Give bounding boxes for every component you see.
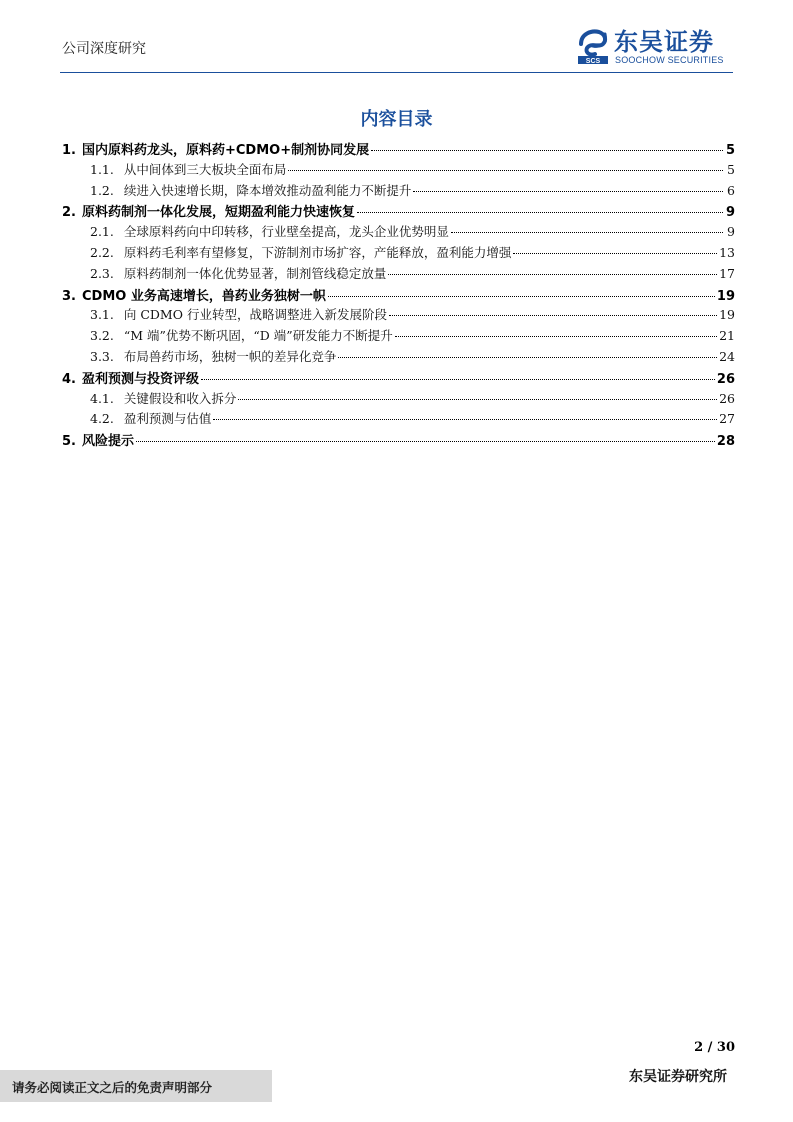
toc-dot-leader: [413, 191, 723, 192]
toc-dot-leader: [213, 419, 717, 420]
logo-english-name: SOOCHOW SECURITIES: [615, 55, 724, 65]
toc-entry[interactable]: [62, 389, 735, 410]
page-indicator: 2 / 30: [694, 1040, 735, 1055]
toc-dot-leader: [513, 253, 717, 254]
toc-entry[interactable]: [62, 222, 735, 243]
toc-dot-leader: [136, 441, 715, 442]
toc-entry-number: 4.1.: [90, 390, 114, 406]
toc-dot-leader: [371, 150, 723, 151]
toc-entry-page: 5: [727, 161, 735, 177]
toc-entry-number: 4.2.: [90, 411, 114, 427]
toc-dot-leader: [328, 296, 715, 297]
toc-entry[interactable]: [62, 201, 735, 222]
toc-entry-number: 2.1.: [90, 224, 114, 240]
toc-entry[interactable]: [62, 160, 735, 181]
toc-dot-leader: [395, 336, 717, 337]
toc-entry-number: 2.3.: [90, 265, 114, 281]
toc-entry-page: 6: [727, 182, 735, 198]
toc-entry-title: 原料药毛利率有望修复，下游制剂市场扩容，产能释放，盈利能力增强: [123, 244, 512, 260]
toc-dot-leader: [201, 379, 715, 380]
toc-dot-leader: [388, 274, 717, 275]
toc-entry-title: 盈利预测与估值: [123, 411, 212, 427]
toc-entry-title: 原料药制剂一体化优势显著，制剂管线稳定放量: [123, 265, 387, 281]
logo-mark-text: SCS: [585, 58, 601, 64]
document-type-label: 公司深度研究: [62, 41, 146, 57]
toc-entry-number: 3.1.: [90, 307, 114, 323]
toc-entry-number: 3.3.: [90, 348, 114, 364]
toc-entry-page: 9: [727, 224, 735, 240]
toc-title: 内容目录: [360, 109, 433, 130]
toc-entry[interactable]: [62, 368, 735, 389]
toc-entry[interactable]: [62, 285, 735, 306]
toc-entry-title: 关键假设和收入拆分: [123, 390, 237, 406]
toc-entry-title: 向 CDMO 行业转型，战略调整进入新发展阶段: [123, 307, 387, 323]
toc-entry[interactable]: [62, 243, 735, 264]
toc-entry[interactable]: [62, 264, 735, 285]
toc-entry-page: 17: [719, 265, 735, 281]
toc-entry-number: 3.2.: [90, 328, 114, 344]
logo-chinese-name: 东吴证券: [614, 28, 714, 56]
toc-entry-title: 盈利预测与投资评级: [81, 371, 199, 387]
toc-entry-number: 1.2.: [90, 182, 114, 198]
toc-dot-leader: [389, 315, 717, 316]
table-of-contents: [62, 139, 735, 451]
toc-entry-page: 5: [725, 143, 735, 158]
toc-entry-page: 9: [725, 205, 735, 221]
toc-entry-page: 24: [719, 348, 735, 364]
toc-dot-leader: [357, 212, 723, 213]
toc-entry-number: 2.2.: [90, 244, 114, 260]
toc-entry-title: 续进入快速增长期，降本增效推动盈利能力不断提升: [123, 182, 412, 198]
toc-entry-page: 26: [716, 371, 735, 387]
toc-entry-page: 21: [719, 328, 735, 344]
toc-dot-leader: [451, 232, 723, 233]
toc-entry-number: 1.1.: [90, 161, 114, 177]
toc-entry-number: 2.: [62, 205, 76, 221]
toc-entry[interactable]: [62, 139, 735, 160]
toc-entry[interactable]: [62, 326, 735, 347]
footer-institute: 东吴证券研究所: [629, 1069, 727, 1085]
toc-entry-page: 26: [719, 390, 735, 406]
toc-entry-title: 国内原料药龙头，原料药+CDMO+制剂协同发展: [81, 143, 370, 158]
toc-entry-title: “M 端”优势不断巩固，“D 端”研发能力不断提升: [123, 328, 393, 344]
toc-entry-number: 1.: [62, 143, 76, 158]
toc-entry-page: 19: [719, 307, 735, 323]
toc-entry-title: CDMO 业务高速增长，兽药业务独树一帜: [81, 288, 326, 304]
toc-entry[interactable]: [62, 181, 735, 202]
toc-entry-page: 13: [719, 244, 735, 260]
toc-entry[interactable]: [62, 347, 735, 368]
toc-entry-page: 19: [716, 288, 735, 304]
toc-entry-page: 28: [716, 434, 735, 450]
toc-dot-leader: [338, 357, 717, 358]
toc-dot-leader: [238, 399, 717, 400]
toc-entry-title: 风险提示: [81, 434, 134, 450]
brand-logo: [577, 28, 737, 66]
toc-entry[interactable]: [62, 430, 735, 451]
logo-mark-icon: [577, 28, 609, 64]
toc-entry-title: 布局兽药市场，独树一帜的差异化竞争: [123, 348, 337, 364]
toc-dot-leader: [288, 170, 723, 171]
toc-entry-number: 3.: [62, 288, 76, 304]
toc-entry-number: 4.: [62, 371, 76, 387]
toc-entry[interactable]: [62, 305, 735, 326]
toc-entry-title: 原料药制剂一体化发展，短期盈利能力快速恢复: [81, 205, 355, 221]
toc-entry-title: 从中间体到三大板块全面布局: [123, 161, 287, 177]
toc-entry-title: 全球原料药向中印转移，行业壁垒提高，龙头企业优势明显: [123, 224, 449, 240]
toc-entry-number: 5.: [62, 434, 76, 450]
toc-entry-page: 27: [719, 411, 735, 427]
toc-entry[interactable]: [62, 409, 735, 430]
footer-disclaimer: 请务必阅读正文之后的免责声明部分: [12, 1080, 213, 1095]
header-divider: [60, 72, 733, 73]
